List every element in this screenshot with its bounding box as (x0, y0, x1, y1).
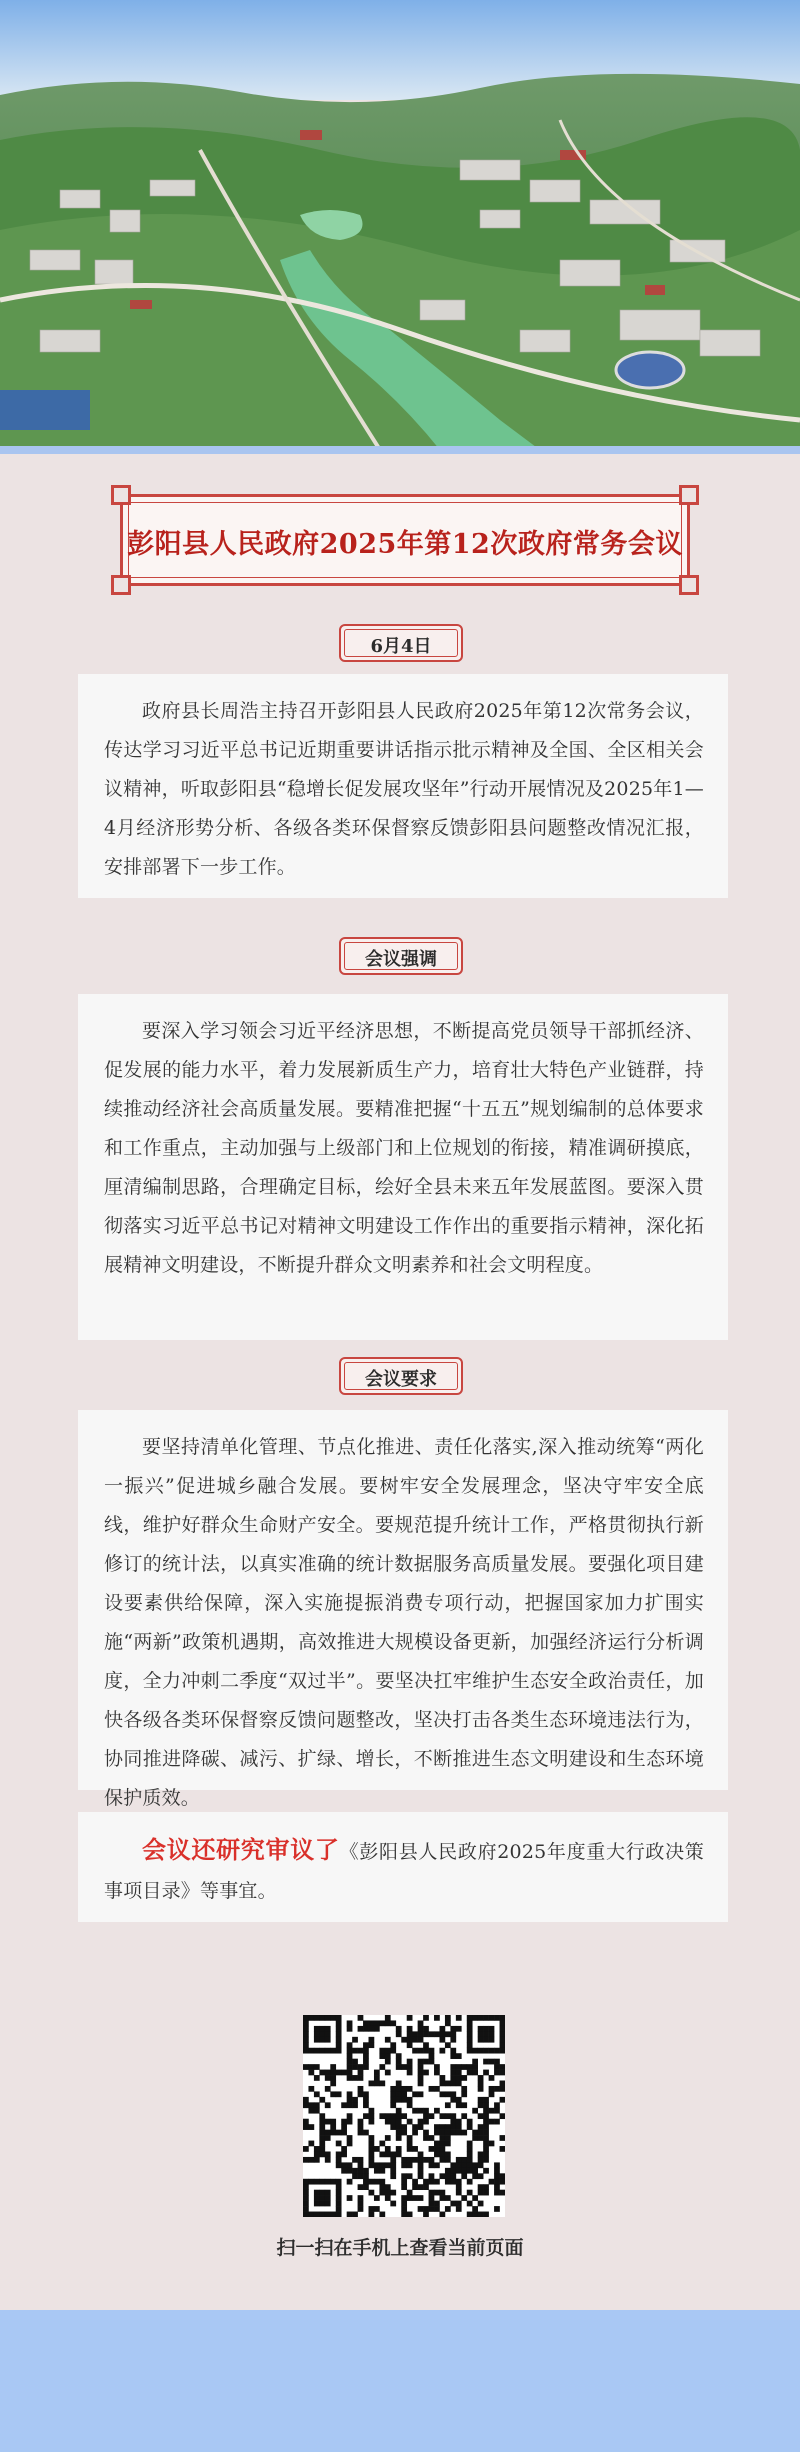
section-card-intro (78, 674, 728, 898)
frame-corner-decoration (679, 485, 699, 505)
closing-text: 《彭阳县人民政府2025年度重大行政决策事项目录》等事宜。 (104, 1841, 705, 1902)
section-tag-label: 会议要求 (365, 1369, 437, 1390)
section-paragraph: 要深入学习领会习近平经济思想，不断提高党员领导干部抓经济、促发展的能力水平，着力发展新质生产力，培育壮大特色产业链群，持续推动经济社会高质量发展。要精准把握“十五五”规划编制的总体要求和工作重点，主动加强与上级部门和上位规划的衔接，精准调研摸底，厘清编制思路，合理确定目标，绘好全县未来五年发展蓝图。要深入贯彻落实习近平总书记对精神文明建设工作作出的重要指示精神，深化拓展精神文明建设，不断提升群众文明素养和社会文明程度。 (104, 1020, 704, 1276)
closing-card (78, 1812, 728, 1922)
section-paragraph: 要坚持清单化管理、节点化推进、责任化落实,深入推动统筹“两化一振兴”促进城乡融合发展。要树牢安全发展理念，坚决守牢安全底线，维护好群众生命财产安全。要规范提升统计工作，严格贯彻执行新修订的统计法，以真实准确的统计数据服务高质量发展。要强化项目建设要素供给保障，深入实施提振消费专项行动，把握国家加力扩围实施“两新”政策机遇期，高效推进大规模设备更新，加强经济运行分析调度，全力冲刺二季度“双过半”。要坚决扛牢维护生态安全政治责任，加快各级各类环保督察反馈问题整改，坚决打击各类生态环境违法行为，协同推进降碳、减污、扩绿、增长，不断推进生态文明建设和生态环境保护质效。 (104, 1436, 704, 1809)
qr-caption: 扫一扫在手机上查看当前页面 (276, 2237, 524, 2259)
frame-corner-decoration (111, 575, 131, 595)
section-tag-label: 会议强调 (365, 949, 437, 970)
section-card-emphasis (78, 994, 728, 1340)
hero-aerial-photo (0, 0, 800, 450)
section-card-requirements (78, 1410, 728, 1809)
section-tag-emphasis (339, 937, 463, 975)
frame-corner-decoration (111, 485, 131, 505)
section-paragraph: 政府县长周浩主持召开彭阳县人民政府2025年第12次常务会议，传达学习习近平总书记近期重要讲话指示批示精神及全国、全区相关会议精神，听取彭阳县“稳增长促发展攻坚年”行动开展情况及2025年1—4月经济形势分析、各级各类环保督察反馈彭阳县问题整改情况汇报，安排部署下一步工作。 (104, 700, 704, 878)
page-title: 彭阳县人民政府2025年第12次政府常务会议 (127, 529, 683, 560)
section-tag-label: 6月4日 (370, 636, 432, 657)
frame-corner-decoration (679, 575, 699, 595)
closing-highlight: 会议还研究审议了 (142, 1835, 340, 1864)
bottom-blue-band (0, 2310, 800, 2452)
section-tag-date (339, 624, 463, 662)
meeting-title-frame (120, 494, 690, 586)
section-tag-requirements (339, 1357, 463, 1395)
qr-code-icon[interactable] (303, 2015, 505, 2217)
blue-divider-band (0, 446, 800, 454)
